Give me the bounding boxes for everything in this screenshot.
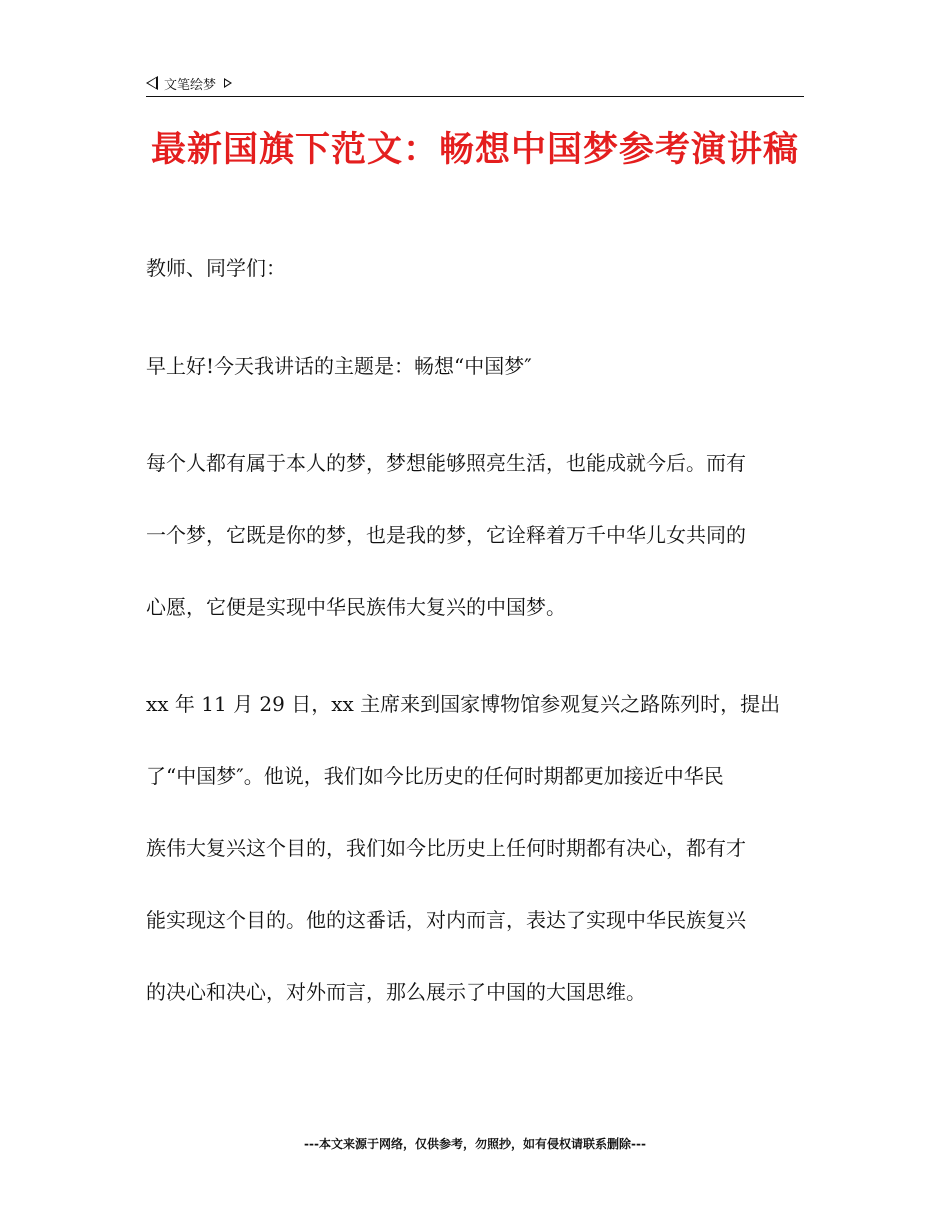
footer-disclaimer: ---本文来源于网络，仅供参考，勿照抄，如有侵权请联系删除--- <box>304 1137 646 1151</box>
document-title: 最新国旗下范文：畅想中国梦参考演讲稿 <box>150 130 799 170</box>
paragraph-line: 的决心和决心，对外而言，那么展示了中国的大国思维。 <box>146 980 646 1004</box>
paragraph-1 <box>146 330 806 402</box>
paragraph-2 <box>146 427 806 643</box>
paragraph-line: 心愿，它便是实现中华民族伟大复兴的中国梦。 <box>146 595 566 619</box>
paragraph-line: 族伟大复兴这个目的，我们如今比历史上任何时期都有决心，都有才 <box>146 836 746 860</box>
header-label: 文笔绘梦 <box>164 77 217 93</box>
page-header <box>146 70 804 97</box>
paragraph-3 <box>146 668 806 1028</box>
paragraph-line: 能实现这个目的。他的这番话，对内而言，表达了实现中华民族复兴 <box>146 908 746 932</box>
salutation: 教师、同学们： <box>146 256 286 280</box>
triangle-right-icon <box>224 78 232 88</box>
paragraph-line: 一个梦，它既是你的梦，也是我的梦，它诠释着万千中华儿女共同的 <box>146 523 746 547</box>
paragraph-line: 了“中国梦″。他说，我们如今比历史的任何时期都更加接近中华民 <box>146 764 724 788</box>
paragraph-line: xx 年 11 月 29 日，xx 主席来到国家博物馆参观复兴之路陈列时，提出 <box>146 692 781 716</box>
triangle-left-icon <box>146 76 158 90</box>
paragraph-line: 每个人都有属于本人的梦，梦想能够照亮生活，也能成就今后。而有 <box>146 451 746 475</box>
paragraph-line: 早上好!今天我讲话的主题是：畅想“中国梦″ <box>146 354 532 378</box>
